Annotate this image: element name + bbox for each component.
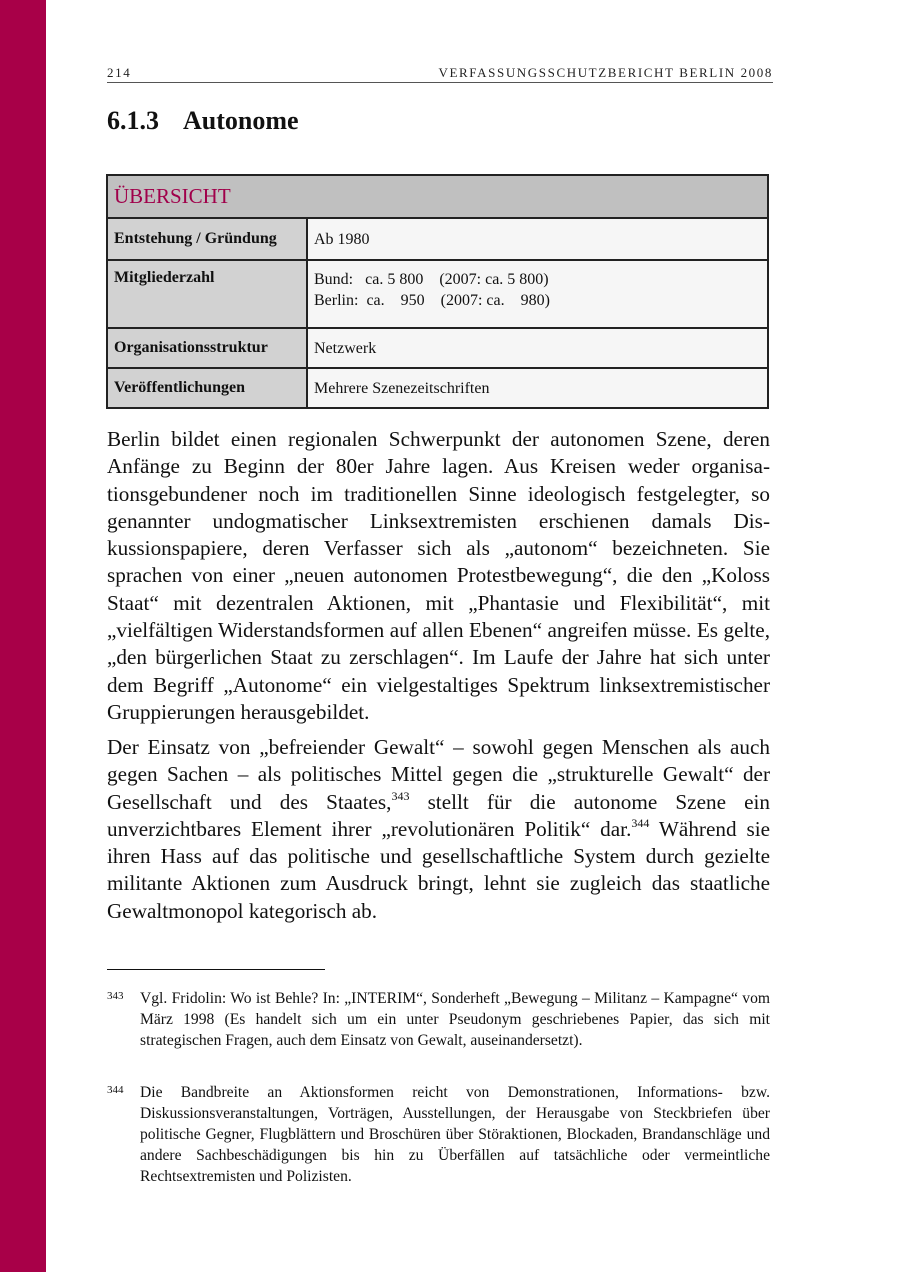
running-title: VERFASSUNGSSCHUTZBERICHT BERLIN 2008 — [438, 65, 773, 80]
paragraph-text: Während sie ihren Hass auf das politische und gesellschaftliche System durch gezielte militante Aktionen zum Ausdruck bringt, lehnt sie zugleich das staatliche Gewaltmonopol kategorisch ab. — [107, 816, 771, 923]
value-line: Ab 1980 — [314, 230, 370, 248]
table-row — [107, 328, 768, 368]
overview-table — [106, 174, 769, 409]
footnote-text: Die Bandbreite an Aktionsformen reicht von Demonstrationen, Informations- bzw. Diskussionsveranstaltungen, Vorträgen, Ausstellungen, der Herausgabe von Steckbriefen über politische Gegner, Flugblättern und Broschüren über Störaktionen, Blockaden, Brandanschläge und andere Sachbeschädigungen bis hin zu Überfällen auf tatsächliche oder vermeintliche Rechtsextremisten und Polizisten. — [140, 1084, 770, 1185]
table-row — [107, 218, 768, 260]
value-line: Bund: ca. 5 800 (2007: ca. 5 800) — [314, 271, 549, 288]
row-label: Mitgliederzahl — [107, 260, 307, 328]
footnote-separator — [107, 969, 325, 970]
section-title: Autonome — [183, 106, 299, 135]
running-header — [107, 63, 773, 83]
row-label: Entstehung / Gründung — [107, 218, 307, 260]
footnote-number: 344 — [107, 1084, 124, 1096]
footnote-text: Vgl. Fridolin: Wo ist Behle? In: „INTERIM“, Sonderheft „Bewegung – Militanz – Kampagne“ vom März 1998 (Es handelt sich um ein unter Pseudonym geschriebenes Papier, das sich mit strategischen Fragen, auch dem Einsatz von Gewalt, auseinandersetzt). — [140, 990, 770, 1049]
page-edge-bar — [0, 0, 46, 1272]
value-line: Mehrere Szenezeitschriften — [314, 379, 490, 397]
row-value — [307, 368, 768, 408]
row-value — [307, 218, 768, 260]
value-line: Berlin: ca. 950 (2007: ca. 980) — [314, 292, 550, 309]
footnote — [107, 988, 770, 1051]
row-value — [307, 260, 768, 328]
footnote-ref[interactable]: 343 — [391, 788, 410, 803]
row-value — [307, 328, 768, 368]
body-paragraph — [107, 734, 770, 925]
section-number: 6.1.3 — [107, 106, 159, 135]
body-paragraph: Berlin bildet einen regionalen Schwerpunkt der autonomen Szene, deren Anfänge zu Beginn der 80er Jahre lagen. Aus Kreisen weder organisationsgebundener noch im traditionellen Sinne ideologisch festgelegter, so genannter undogmatischer Linksextremisten erschienen damals Diskussionspapiere, deren Verfasser sich als „autonom“ bezeichneten. Sie sprachen von einer „neuen autonomen Protestbewegung“, die den „Koloss Staat“ mit dezentralen Aktionen, mit „Phantasie und Flexibilität“, mit „vielfältigen Widerstandsformen auf allen Ebenen“ angreifen müsse. Es gelte, „den bürgerlichen Staat zu zerschlagen“. Im Laufe der Jahre hat sich unter dem Begriff „Autonome“ ein vielgestaltiges Spektrum linksextremistischer Gruppierungen herausgebildet. — [107, 427, 770, 724]
footnote-number: 343 — [107, 990, 124, 1002]
row-label: Veröffentlichungen — [107, 368, 307, 408]
footnote-ref[interactable]: 344 — [631, 815, 650, 830]
value-line: Netzwerk — [314, 339, 377, 357]
row-label: Organisationsstruktur — [107, 328, 307, 368]
page-number: 214 — [107, 65, 132, 80]
section-heading — [107, 106, 299, 136]
paragraph-text: Der Einsatz von „befreiender Gewalt“ – sowohl gegen Menschen als auch gegen Sachen – als politisches Mittel gegen die „strukturelle Gewalt“ der Gesellschaft und des Staates, — [107, 735, 770, 814]
footnote — [107, 1082, 770, 1187]
overview-heading: ÜBERSICHT — [107, 175, 768, 218]
paragraph-text: stellt für die autonome Szene ein unverzichtbares Element ihrer „revolutionären Politik“ dar. — [107, 789, 770, 841]
table-row — [107, 260, 768, 328]
table-row — [107, 368, 768, 408]
